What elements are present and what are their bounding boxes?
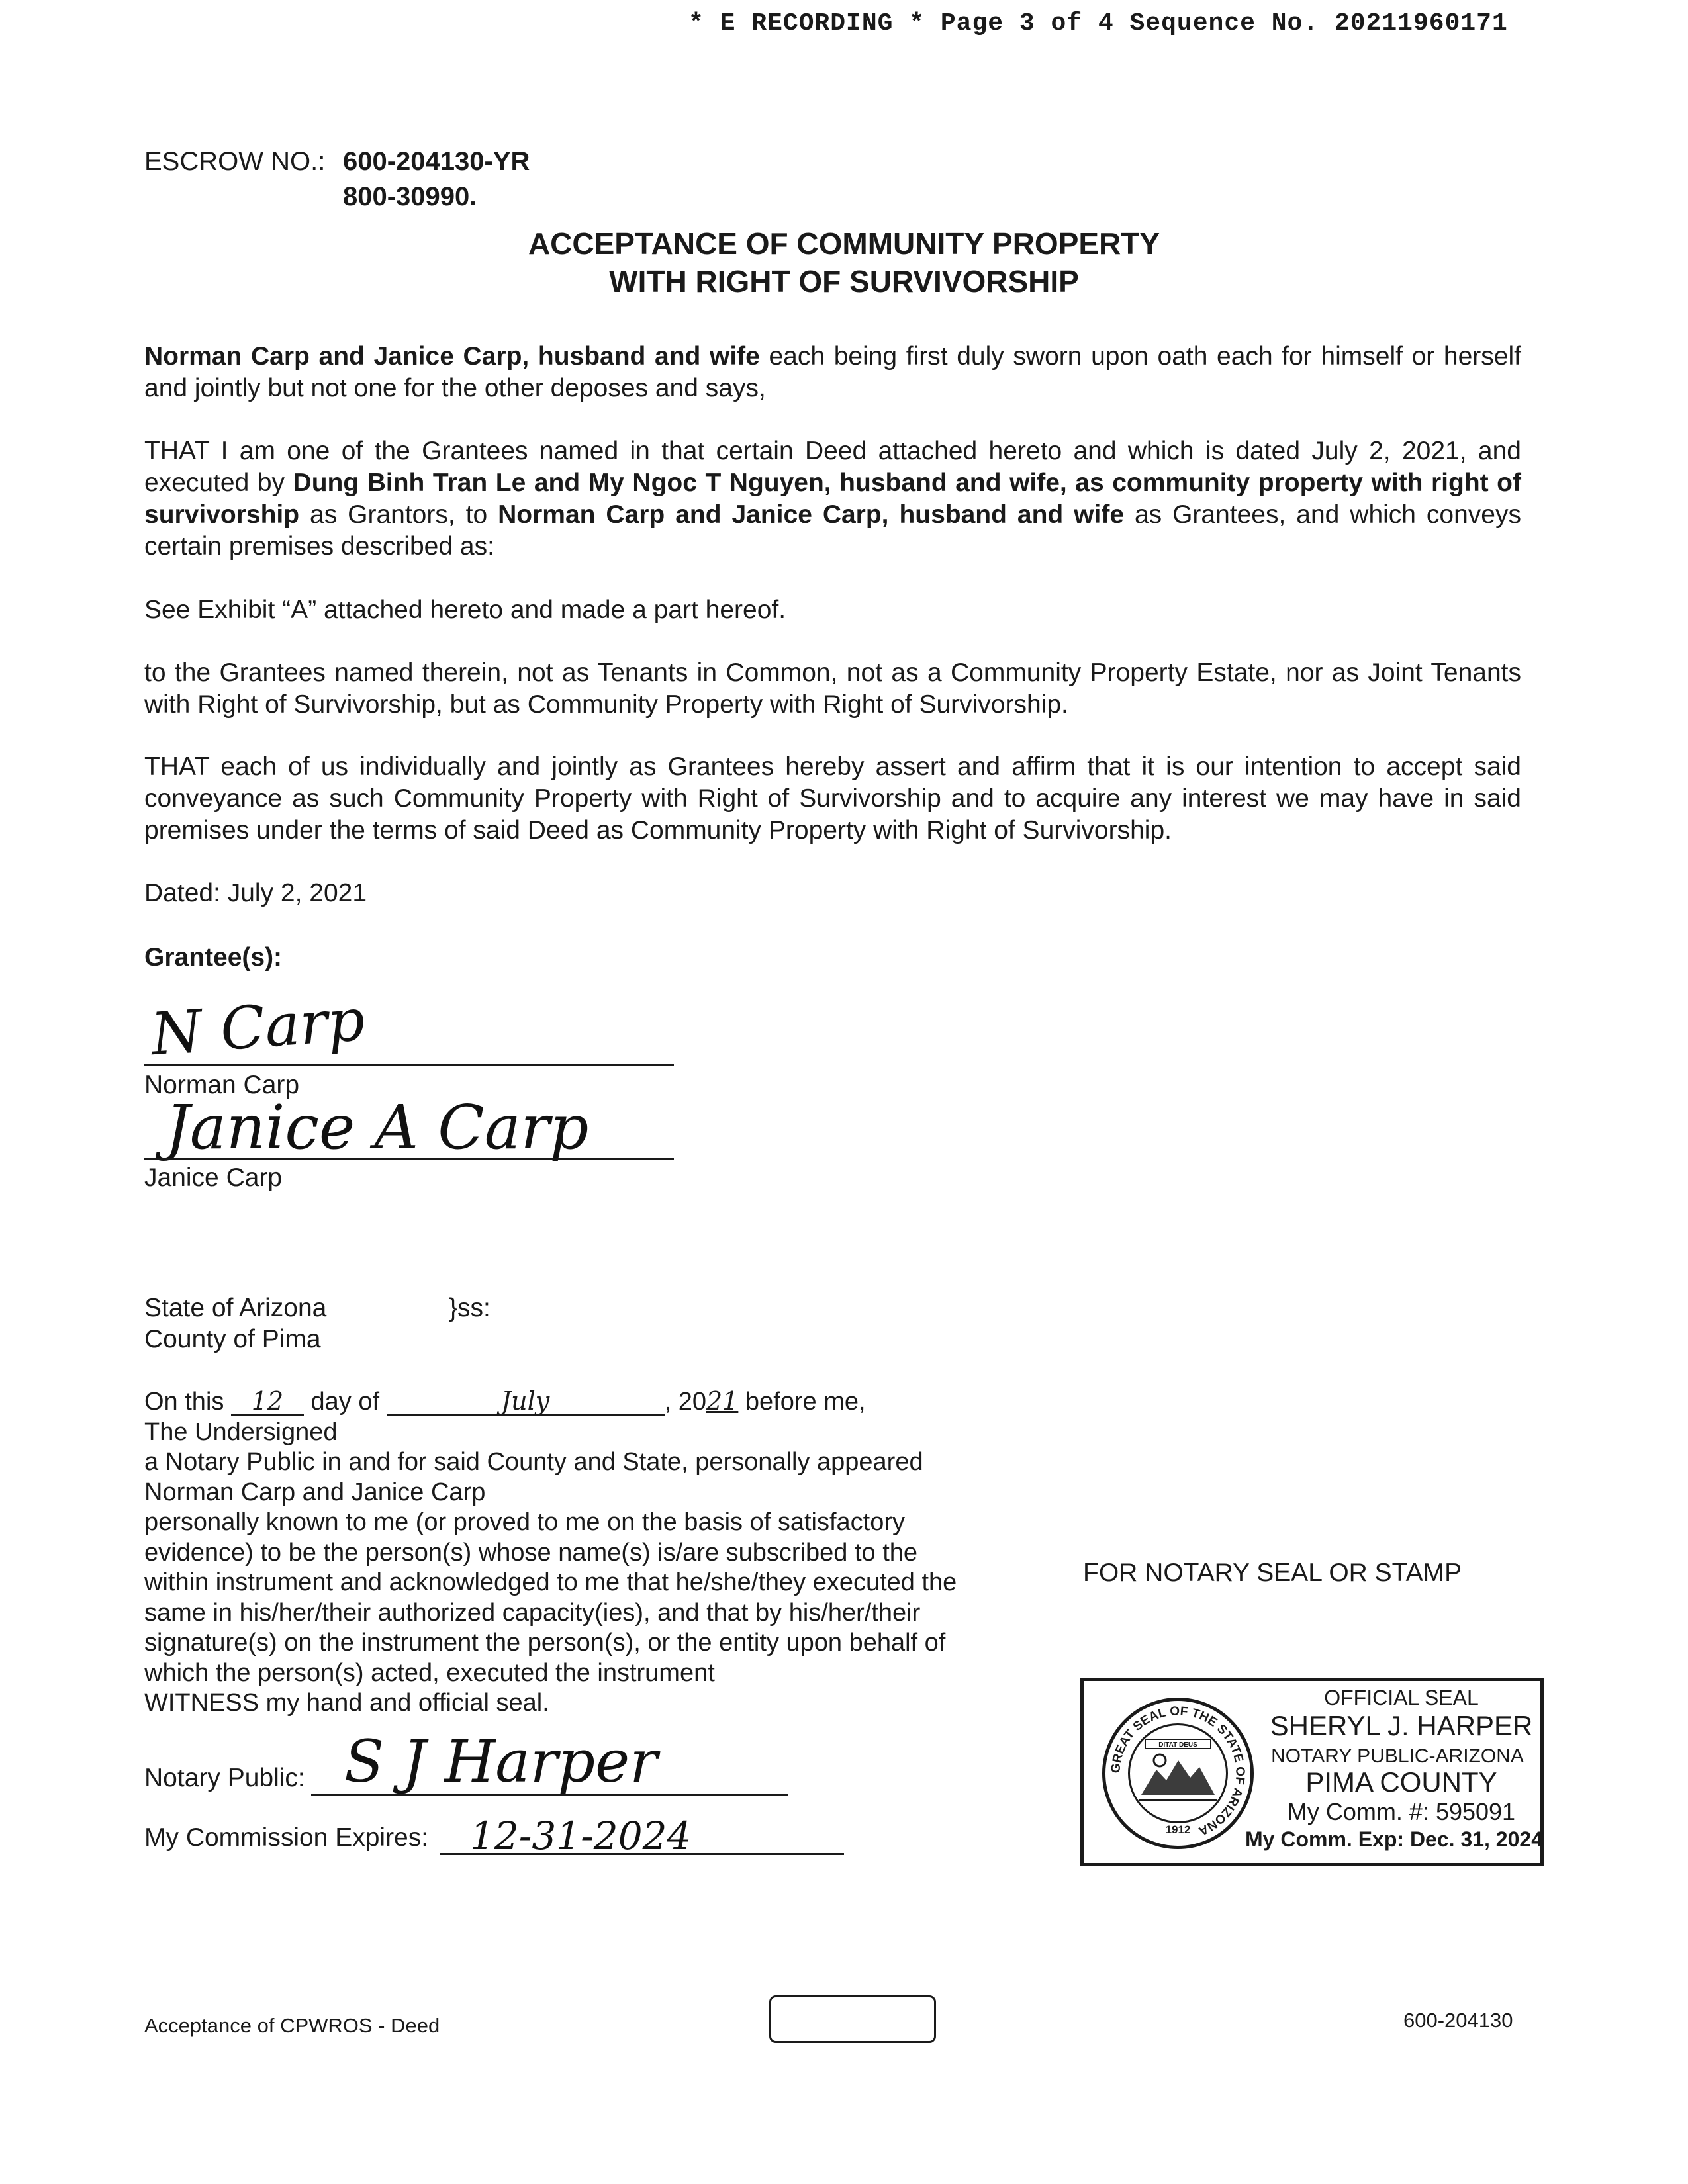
deed-text-c: as Grantors, to xyxy=(299,500,498,529)
ack-line-5: personally known to me (or proved to me on the basis of satisfactory xyxy=(144,1508,905,1536)
seal-ring-text: GREAT SEAL OF THE STATE OF ARIZONA xyxy=(1109,1704,1247,1839)
ack-line-11: WITNESS my hand and official seal. xyxy=(144,1689,549,1717)
acknowledgment-block xyxy=(144,1387,1058,1719)
grantees-label: Grantee(s): xyxy=(144,943,283,972)
ack-line-2: The Undersigned xyxy=(144,1418,338,1446)
affiant-text: each being first duly sworn upon oath each for himself or herself and jointly but not one for the other deposes and says, xyxy=(144,342,1521,402)
grantees-names: Norman Carp and Janice Carp, husband and wife xyxy=(498,500,1125,529)
venue-county: County of Pima xyxy=(144,1325,321,1353)
notary-public-label: Notary Public: xyxy=(144,1764,305,1792)
acknowledgment-date-line xyxy=(144,1387,1058,1418)
notary-stamp-label: FOR NOTARY SEAL OR STAMP xyxy=(1083,1559,1462,1587)
year-value: 21 xyxy=(706,1387,739,1416)
seal-notary-name: SHERYL J. HARPER xyxy=(1270,1710,1533,1741)
recording-header: * E RECORDING * Page 3 of 4 Sequence No. 20211960171 xyxy=(688,9,1508,38)
deed-text-a: THAT I am one of the Grantees named in that certain Deed attached hereto and which is dated July 2, 2021, and executed by xyxy=(144,437,1521,497)
escrow-number-1: 600-204130-YR xyxy=(343,147,530,176)
venue-ss: }ss: xyxy=(449,1294,491,1322)
seal-motto: DITAT DEUS xyxy=(1158,1741,1197,1749)
year-prefix: , 20 xyxy=(664,1388,706,1416)
deed-text-e: as Grantees, and which conveys certain premises described as: xyxy=(144,500,1521,561)
day-of-label: day of xyxy=(310,1388,380,1416)
notary-signature: S J Harper xyxy=(344,1727,658,1796)
ack-line-3: a Notary Public in and for said County and State, personally appeared xyxy=(144,1448,923,1476)
day-value: 12 xyxy=(231,1388,304,1416)
exhibit-reference: See Exhibit “A” attached hereto and made a part hereof. xyxy=(144,596,786,624)
title-line-2: WITH RIGHT OF SURVIVORSHIP xyxy=(609,264,1079,298)
grantee-1-signature-line xyxy=(144,1064,674,1066)
footer-document-name: Acceptance of CPWROS - Deed xyxy=(144,2014,440,2037)
escrow-label: ESCROW NO.: xyxy=(144,147,326,176)
venue-state: State of Arizona xyxy=(144,1294,327,1322)
tenancy-paragraph: to the Grantees named therein, not as Tenants in Common, not as a Community Property Estate, nor as Joint Tenants with Right of Survivorship, but as Community Property with Right of Survivorship. xyxy=(144,659,1521,719)
escrow-number-2: 800-30990. xyxy=(343,182,477,211)
ack-line-9: signature(s) on the instrument the person(s), or the entity upon behalf of xyxy=(144,1629,946,1657)
seal-title: OFFICIAL SEAL xyxy=(1324,1686,1479,1709)
seal-year: 1912 xyxy=(1165,1823,1191,1836)
document-title xyxy=(0,225,1688,300)
on-this-label: On this xyxy=(144,1388,224,1416)
official-seal-stamp xyxy=(1080,1678,1544,1866)
commission-expires-label: My Commission Expires: xyxy=(144,1823,429,1852)
seal-notary-role: NOTARY PUBLIC-ARIZONA xyxy=(1271,1745,1524,1767)
seal-commission-expiry: My Comm. Exp: Dec. 31, 2024 xyxy=(1245,1827,1543,1851)
deed-paragraph xyxy=(144,435,1521,563)
grantee-2-name: Janice Carp xyxy=(144,1163,283,1192)
ack-line-4: Norman Carp and Janice Carp xyxy=(144,1478,486,1506)
grantors-names: Dung Binh Tran Le and My Ngoc T Nguyen, husband and wife, as community property with right of survivorship xyxy=(144,469,1521,529)
seal-county: PIMA COUNTY xyxy=(1305,1766,1497,1797)
seal-commission-number: My Comm. #: 595091 xyxy=(1287,1798,1516,1825)
grantee-1-name: Norman Carp xyxy=(144,1071,300,1099)
month-value: July xyxy=(387,1388,665,1416)
footer-file-number: 600-204130 xyxy=(1403,2009,1513,2032)
footer-blank-box xyxy=(769,1995,936,2043)
before-me-label: before me, xyxy=(745,1388,866,1416)
ack-line-10: which the person(s) acted, executed the instrument xyxy=(144,1659,715,1687)
grantee-1-signature: N Carp xyxy=(148,985,367,1069)
dated-line: Dated: July 2, 2021 xyxy=(144,879,367,907)
ack-line-7: within instrument and acknowledged to me that he/she/they executed the xyxy=(144,1569,957,1596)
grantee-2-signature-line xyxy=(144,1158,674,1160)
grantee-2-signature: Janice A Carp xyxy=(165,1092,589,1163)
affiant-paragraph xyxy=(144,341,1521,404)
ack-line-8: same in his/her/their authorized capacity(ies), and that by his/her/their xyxy=(144,1598,921,1627)
ack-line-6: evidence) to be the person(s) whose name(s) is/are subscribed to the xyxy=(144,1538,918,1567)
title-line-1: ACCEPTANCE OF COMMUNITY PROPERTY xyxy=(528,226,1160,261)
affirmation-paragraph: THAT each of us individually and jointly as Grantees hereby assert and affirm that it is our intention to accept said conveyance as such Community Property with Right of Survivorship and to acquire any interest we may have in said premises under the terms of said Deed as Community Property with Right of Survivorship. xyxy=(144,752,1521,844)
arizona-seal-emblem xyxy=(1100,1696,1256,1851)
affiants-names: Norman Carp and Janice Carp, husband and wife xyxy=(144,342,760,371)
commission-value: 12-31-2024 xyxy=(470,1813,692,1858)
